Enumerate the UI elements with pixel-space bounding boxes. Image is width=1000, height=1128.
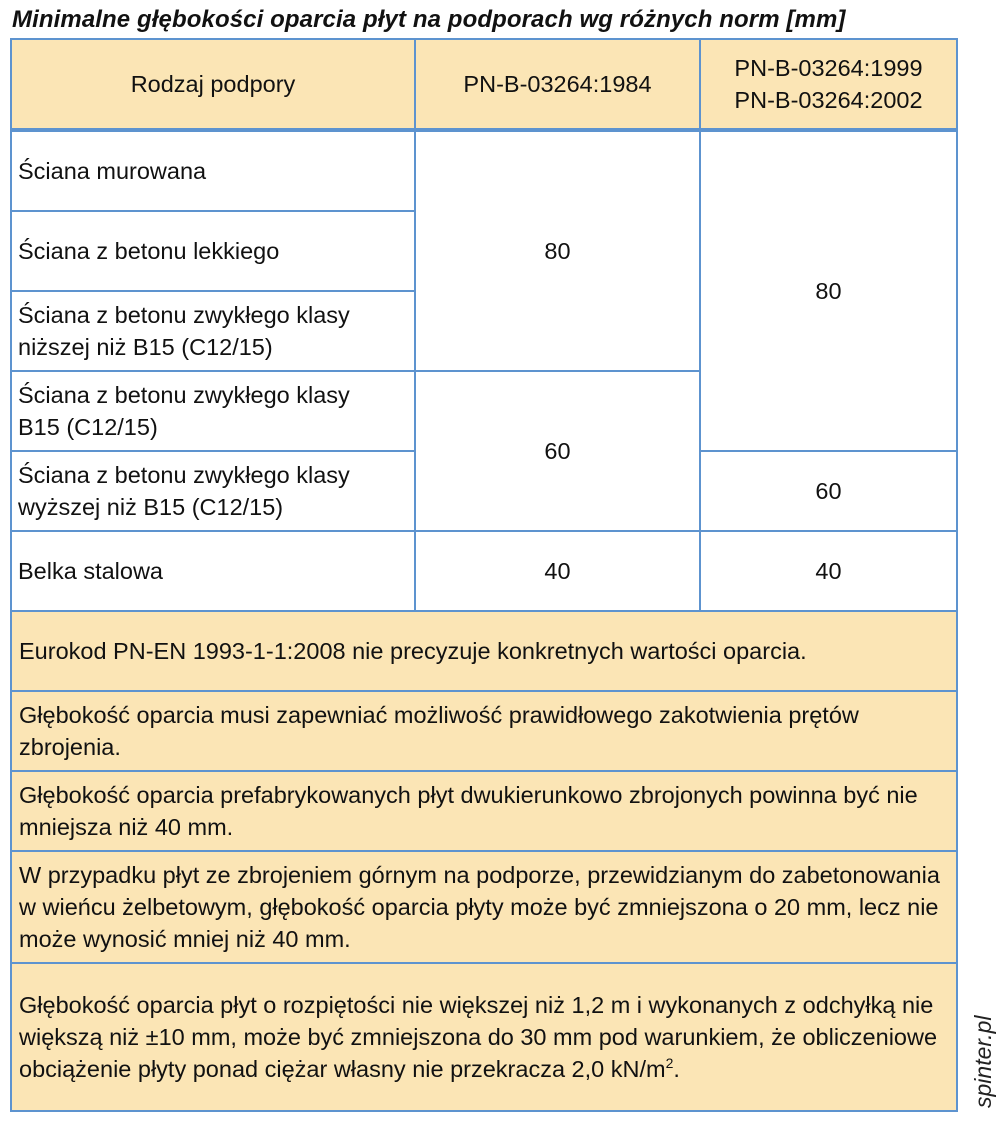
row-label-steel-beam: Belka stalowa	[12, 532, 416, 612]
watermark: spinter.pl	[970, 1015, 996, 1108]
header-norm-1999-2002	[701, 40, 956, 132]
row-label-concrete-above-b15: Ściana z betonu zwykłego klasy wyższej niż B15 (C12/15)	[12, 452, 416, 532]
row-label-concrete-b15: Ściana z betonu zwykłego klasy B15 (C12/15)	[12, 372, 416, 452]
superscript-2: 2	[665, 1055, 674, 1072]
row-label-lightweight-concrete: Ściana z betonu lekkiego	[12, 212, 416, 292]
value-1984-rows-4-5: 60	[416, 372, 701, 532]
header-norm-1999: PN-B-03264:1999	[734, 55, 923, 81]
note-short-span-slabs	[12, 964, 956, 1110]
header-norm-2002: PN-B-03264:2002	[734, 87, 923, 113]
note-short-span-text: Głębokość oparcia płyt o rozpiętości nie większej niż 1,2 m i wykonanych z odchyłką nie większą niż ±10 mm, może być zmniejszona do 30 mm pod warunkiem, że obliczeniowe obciążenie płyty ponad ciężar własny nie przekracza 2,0 $kN/m^2$.	[19, 992, 938, 1082]
header-norm-1984: PN-B-03264:1984	[416, 40, 701, 132]
note-prefabricated-slabs: Głębokość oparcia prefabrykowanych płyt dwukierunkowo zbrojonych powinna być nie mniejsza niż 40 mm.	[12, 772, 956, 852]
page-title: Minimalne głębokości oparcia płyt na podporach wg różnych norm [mm]	[12, 6, 846, 33]
row-label-concrete-below-b15: Ściana z betonu zwykłego klasy niższej niż B15 (C12/15)	[12, 292, 416, 372]
row-label-masonry-wall: Ściana murowana	[12, 132, 416, 212]
header-support-type: Rodzaj podpory	[12, 40, 416, 132]
note-eurocode: Eurokod PN-EN 1993-1-1:2008 nie precyzuje konkretnych wartości oparcia.	[12, 612, 956, 692]
note-anchorage: Głębokość oparcia musi zapewniać możliwość prawidłowego zakotwienia prętów zbrojenia.	[12, 692, 956, 772]
value-1999-row-5: 60	[701, 452, 956, 532]
norms-table	[10, 38, 958, 1112]
value-1984-rows-1-3: 80	[416, 132, 701, 372]
value-1999-row-6: 40	[701, 532, 956, 612]
value-1999-rows-1-4: 80	[701, 132, 956, 452]
value-1984-row-6: 40	[416, 532, 701, 612]
note-top-reinforcement: W przypadku płyt ze zbrojeniem górnym na podporze, przewidzianym do zabetonowania w wieńcu żelbetowym, głębokość oparcia płyty może być zmniejszona o 20 mm, lecz nie może wynosić mniej niż 40 mm.	[12, 852, 956, 964]
